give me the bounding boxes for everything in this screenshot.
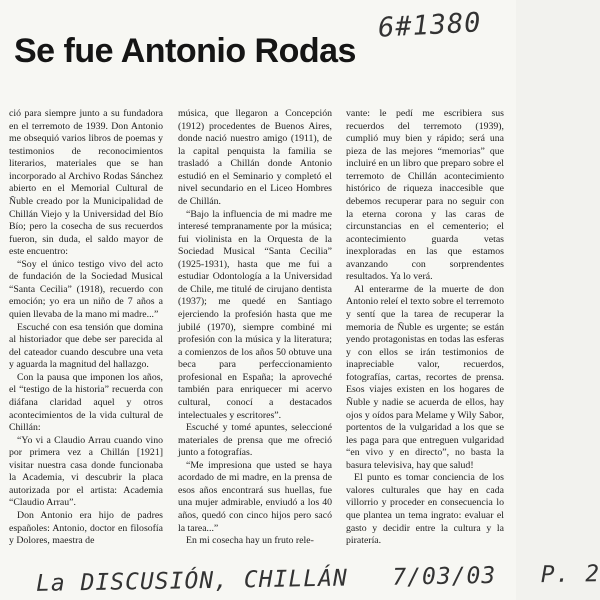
paragraph: “Yo vi a Claudio Arrau cuando vino por primera vez a Chillán [1921] visitar nuestra casa donde funcionaba la Academia, vi descubrir la placa autorizada por el artista: Academia “Claudio Arrau”. [9, 434, 163, 509]
article-column-1 [9, 108, 163, 548]
paragraph: Escuché y tomé apuntes, seleccioné materiales de prensa que me ofreció junto a fotografías. [178, 422, 332, 459]
paragraph: Al enterarme de la muerte de don Antonio releí el texto sobre el terremoto y sentí que la tarea de recuperar la memoria de Ñuble es urgente; se están yendo protagonistas en todas las esferas y con ellos se irán testimonios de inapreciable valor, recuerdos, fotografías, cartas, recortes de prensa. Esos viajes existen en los hogares de Ñuble y nadie se acuerda de ellos, hay ojos y oídos para Melame y Wily Sabor, portentos de la vulgaridad a los que se les paga para que entreguen vulgaridad “en vivo y en directo”, no basta la basura televisiva, hay que salud! [346, 283, 504, 471]
paragraph: música, que llegaron a Concepción (1912) procedentes de Buenos Aires, donde nació nuestro amigo (1911), de la capital penquista la familia se trasladó a Chillán donde Antonio estudió en el Seminario y completó el nivel secundario en el Liceo Hombres de Chillán. [178, 108, 332, 207]
handwritten-source-note: La DISCUSIÓN, CHILLÁN 7/03/03 P. 2 [35, 561, 600, 597]
paragraph: Escuché con esa tensión que domina al historiador que debe ser parecida al del cateador cuando descubre una veta y aguarda la magnitud del hallazgo. [9, 321, 163, 371]
paragraph: “Bajo la influencia de mi madre me interesé tempranamente por la música; fui violinista en la Orquesta de la Sociedad Musical “Santa Cecilia” (1925-1931), hasta que me fui a estudiar Odontología a la Universidad de Chile, me titulé de cirujano dentista (1937); me quedé en Santiago ejerciendo la profesión hasta que me jubilé (1970), siempre combiné mi profesión con la música y la literatura; a comienzos de los años 50 obtuve una beca para perfeccionamiento profesional en España; la aproveché también para enriquecer mi acervo cultural, conocí a destacados intelectuales y escritores”. [178, 208, 332, 421]
paragraph: “Soy el único testigo vivo del acto de fundación de la Sociedad Musical “Santa Cecilia” (1918), recuerdo con emoción; yo era un niño de 7 años a quien llevaba de la mano mi madre...” [9, 258, 163, 320]
paragraph: Don Antonio era hijo de padres españoles: Antonio, doctor en filosofía y Dolores, maestra de [9, 510, 163, 547]
paragraph: vante: le pedí me escribiera sus recuerdos del terremoto (1939), cumplió muy bien y rápido; será una pieza de las mejores “memorias” que incluiré en un libro que preparo sobre el terremoto de Chillán acontecimiento histórico de riqueza inaccesible que debemos recuperar para no seguir con la eterna corona y las caras de circunstancias en el cementerio; el acontecimiento guarda vetas inexploradas en las que estamos avanzando con sorprendentes resultados. Ya lo verá. [346, 108, 504, 283]
article-column-3 [346, 108, 504, 548]
paragraph: Con la pausa que imponen los años, el “testigo de la historia” recuerda con diáfana claridad aquel y otros acontecimientos de la vida cultural de Chillán: [9, 371, 163, 434]
paragraph: ció para siempre junto a su fundadora en el terremoto de 1939. Don Antonio me obsequió varios libros de poemas y testimonios de reconocimientos literarios, materiales que se han incorporado al Archivo Rodas Sánchez abierto en el Memorial Cultural de Ñuble creado por la Municipalidad de Chillán Viejo y la Universidad del Bío Bío; pero la cosecha de sus recuerdos fueron, sin duda, el saldo mayor de este encuentro: [9, 108, 163, 258]
paragraph: En mi cosecha hay un fruto rele- [186, 535, 314, 547]
article-column-2 [178, 108, 332, 548]
paragraph: “Me impresiona que usted se haya acordado de mi madre, en la prensa de esos años encontrará sus huellas, fue una mujer admirable, enviudó a los 40 años, quedó con cinco hijos pero sacó la tarea...” [178, 459, 332, 534]
article-headline: Se fue Antonio Rodas [14, 32, 356, 70]
handwritten-reference-code: 6#1380 [377, 7, 483, 44]
paragraph: El punto es tomar conciencia de los valores culturales que hay en cada villorrio y proceder en consecuencia lo que plantea un tema ingrato: evaluar el gasto y decidir entre la cultura y la piratería. [346, 472, 504, 547]
